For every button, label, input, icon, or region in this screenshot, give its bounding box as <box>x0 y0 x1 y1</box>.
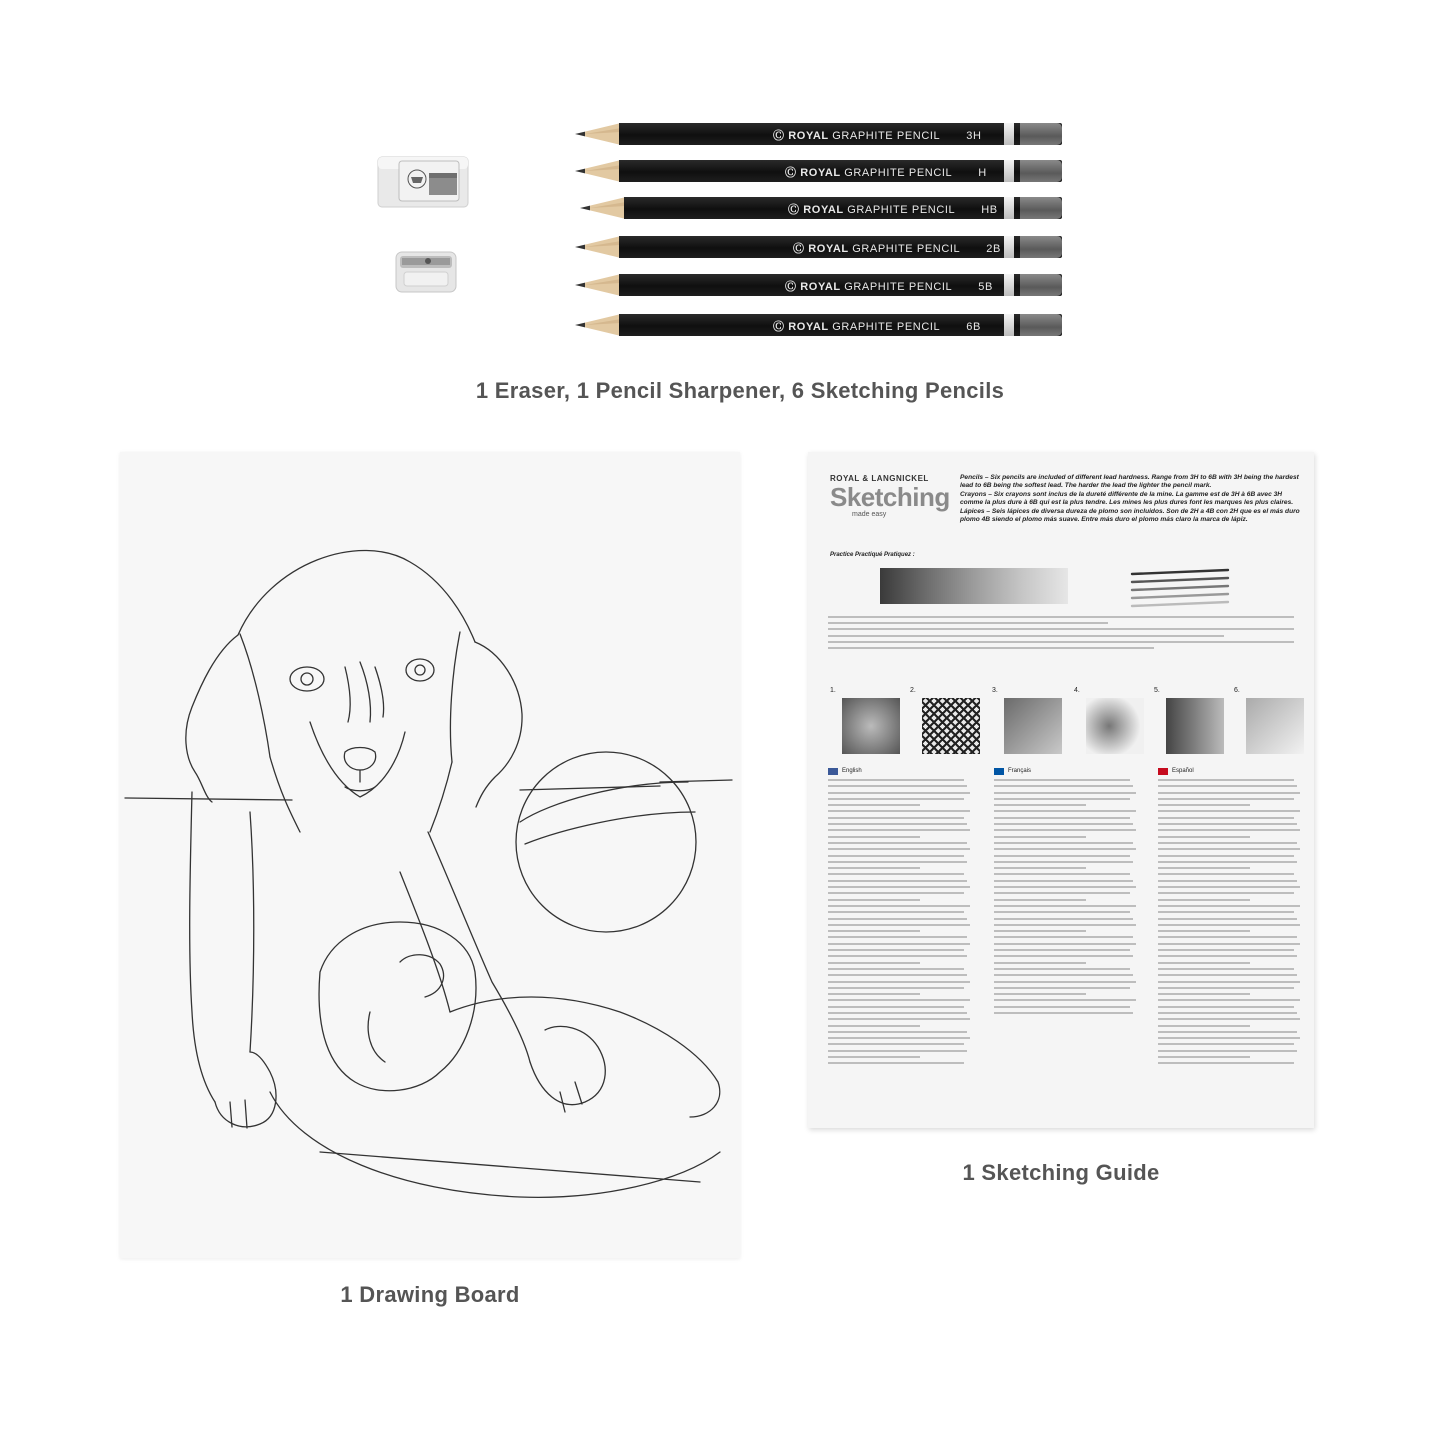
pencil-sharpener <box>394 246 458 296</box>
stroke-lines-swatch <box>1130 568 1230 612</box>
eraser <box>377 153 469 209</box>
pencil-label <box>793 240 1001 256</box>
pencil-name: GRAPHITE PENCIL <box>844 281 953 293</box>
value-scale-swatch <box>880 568 1068 604</box>
flag-icon <box>1158 768 1168 775</box>
pencil-grade: 5B <box>978 281 993 293</box>
guide-brand: ROYAL & LANGNICKEL <box>830 474 929 483</box>
pencil-brand: Ⓒ ROYAL <box>773 130 833 142</box>
pencil-brand: Ⓒ ROYAL <box>785 281 845 293</box>
practice-description <box>828 616 1294 653</box>
puppy-line-drawing <box>120 452 740 1258</box>
pencil-grade: 6B <box>966 321 981 333</box>
intro-fr: Crayons – Six crayons sont inclus de la dureté différente de la mine. La gamme est de 3H à 6B avec 3H comme la plus dure à 6B qui est la plus tendre. Les mines les plus dures font les marques les plus claires. <box>960 491 1294 506</box>
language-label: Français <box>1008 768 1032 775</box>
pencil-label <box>788 201 998 217</box>
practice-label: Practice Practiqué Pratiquez : <box>830 552 915 558</box>
pencil-grade: HB <box>981 204 998 216</box>
pencil-6b <box>575 314 1062 336</box>
pencil-grade: 3H <box>966 130 982 142</box>
flag-icon <box>828 768 838 775</box>
caption-drawing-board: 1 Drawing Board <box>340 1282 520 1307</box>
intro-es: Lápices – Seis lápices de diversa dureza de plomo son incluidos. Son de 2H a 4B con 2H que es el más duro plomo 4B siendo el plomo más suave. Entre más duro el plomo más claro la marca de lápiz. <box>960 508 1300 523</box>
technique-sample <box>1004 698 1062 754</box>
pencil-label <box>773 318 981 334</box>
pencil-3h <box>575 123 1062 145</box>
pencil-brand: Ⓒ ROYAL <box>785 167 845 179</box>
language-column <box>994 768 1142 1018</box>
pencil-name: GRAPHITE PENCIL <box>832 321 941 333</box>
guide-title: Sketching <box>830 482 950 512</box>
drawing-board <box>120 452 740 1258</box>
pencil-label <box>773 127 982 143</box>
flag-icon <box>994 768 1004 775</box>
pencil-label <box>785 164 987 180</box>
language-column <box>828 768 976 1069</box>
pencil-grade: H <box>978 167 987 179</box>
pencil-hb <box>580 197 1062 219</box>
language-column <box>1158 768 1306 1069</box>
technique-sample <box>922 698 980 754</box>
caption-kit: 1 Eraser, 1 Pencil Sharpener, 6 Sketching Pencils <box>475 378 1005 403</box>
pencil-h <box>575 160 1062 182</box>
brand-logo <box>830 474 970 518</box>
pencil-name: GRAPHITE PENCIL <box>847 204 956 216</box>
pencil-name: GRAPHITE PENCIL <box>844 167 953 179</box>
technique-number: 1. <box>830 687 836 694</box>
pencil-name: GRAPHITE PENCIL <box>852 243 961 255</box>
pencil-label <box>785 278 993 294</box>
pencil-name: GRAPHITE PENCIL <box>832 130 941 142</box>
technique-number: 2. <box>910 687 916 694</box>
technique-sample <box>1166 698 1224 754</box>
pencil-grade: 2B <box>986 243 1001 255</box>
language-label: Español <box>1172 768 1194 775</box>
intro-en: Pencils – Six pencils are included of different lead hardness. Range from 3H to 6B with 3H being the hardest lead to 6B being the softest lead. The harder the lead the lighter the pencil mark. <box>960 474 1299 489</box>
technique-sample <box>1246 698 1304 754</box>
technique-number: 4. <box>1074 687 1080 694</box>
intro-block <box>960 474 1300 524</box>
technique-sample <box>1086 698 1144 754</box>
caption-sketching-guide: 1 Sketching Guide <box>962 1160 1160 1185</box>
pencil-brand: Ⓒ ROYAL <box>773 321 833 333</box>
technique-number: 3. <box>992 687 998 694</box>
technique-number: 5. <box>1154 687 1160 694</box>
technique-number: 6. <box>1234 687 1240 694</box>
sketching-guide <box>808 452 1314 1128</box>
pencil-brand: Ⓒ ROYAL <box>793 243 853 255</box>
technique-sample <box>842 698 900 754</box>
pencil-2b <box>575 236 1062 258</box>
pencil-5b <box>575 274 1062 296</box>
language-label: English <box>842 768 862 775</box>
guide-subtitle: made easy <box>852 511 887 518</box>
pencil-brand: Ⓒ ROYAL <box>788 204 848 216</box>
